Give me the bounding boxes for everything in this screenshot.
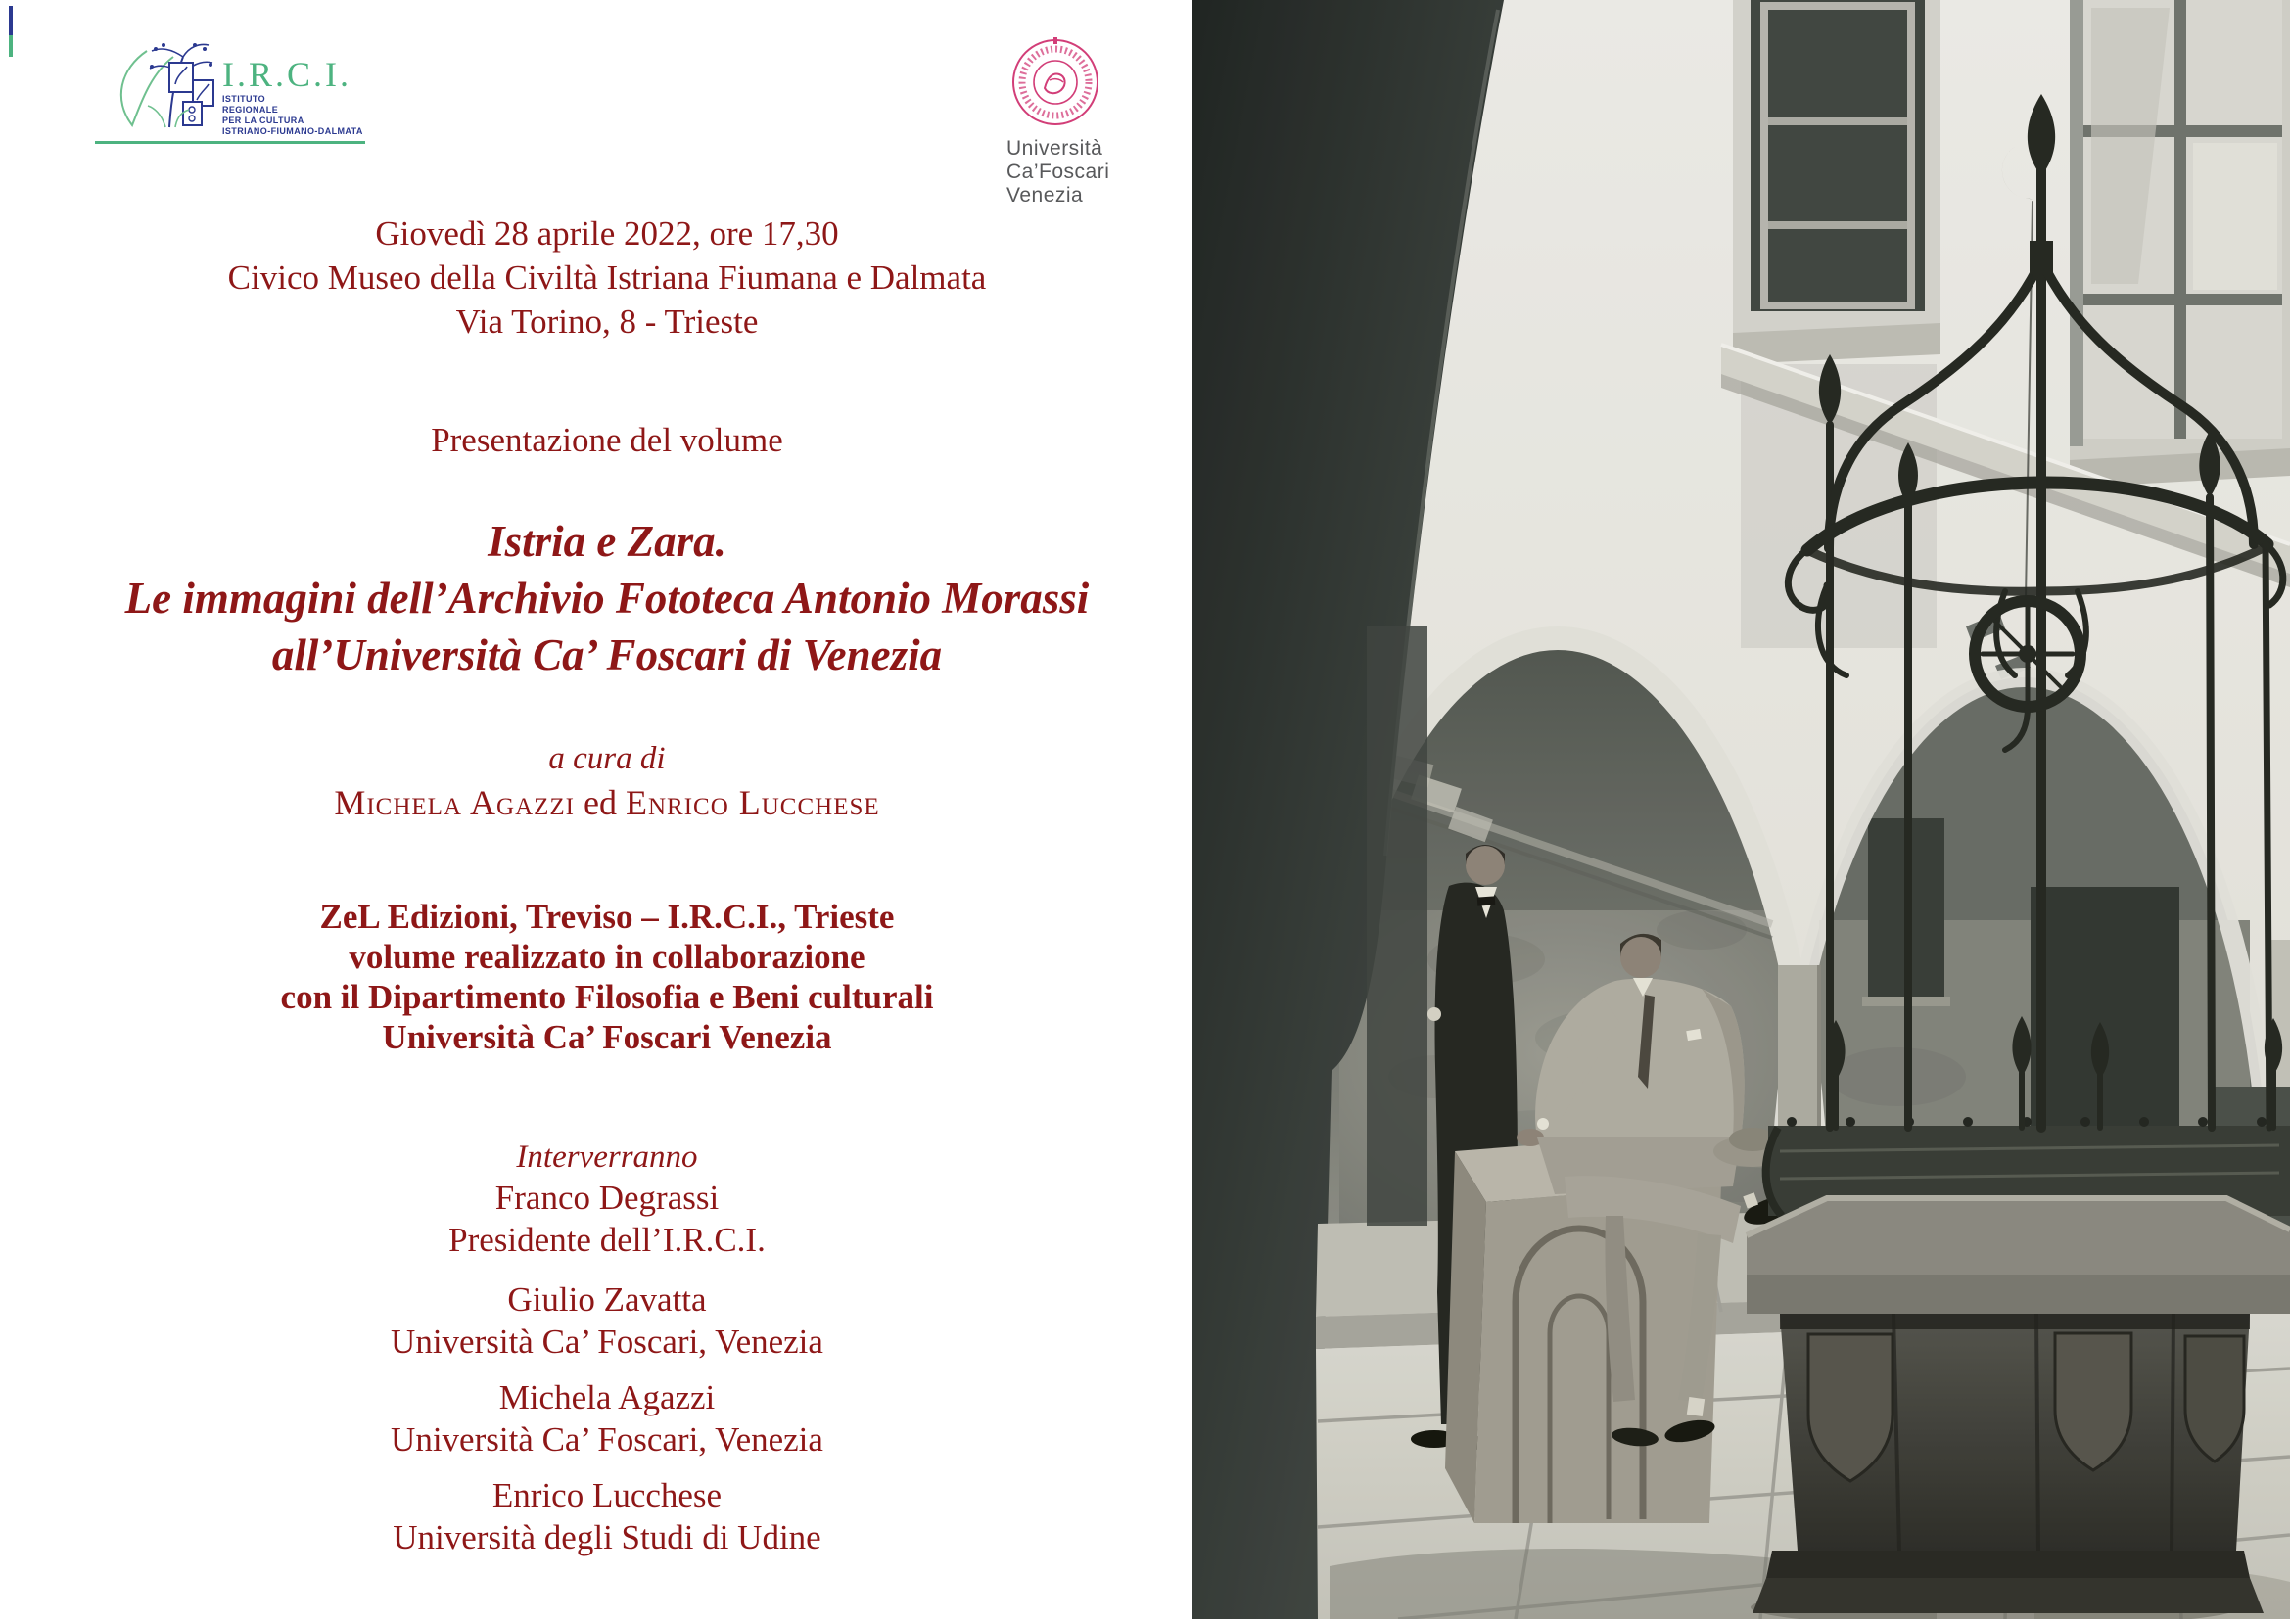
speaker-name: Giulio Zavatta bbox=[507, 1280, 707, 1319]
curator-conjunction: ed bbox=[584, 783, 617, 822]
book-title-line1: Istria e Zara. bbox=[488, 517, 726, 566]
publisher-info bbox=[0, 897, 1214, 1057]
corner-registration-mark bbox=[9, 6, 13, 57]
speaker-name: Enrico Lucchese bbox=[491, 1476, 723, 1514]
courtyard-photo bbox=[1192, 0, 2290, 1619]
publisher-line: Università Ca’ Foscari Venezia bbox=[382, 1018, 832, 1056]
book-title-line3: all’Università Ca’ Foscari di Venezia bbox=[271, 630, 943, 679]
curator-1: Michela Agazzi bbox=[334, 783, 575, 822]
cafoscari-wordmark-line: Ca’Foscari bbox=[1006, 161, 1110, 183]
cafoscari-wordmark-line: Venezia bbox=[1006, 184, 1084, 207]
speakers-heading: Interverranno bbox=[516, 1139, 698, 1175]
speaker-name: Michela Agazzi bbox=[498, 1378, 716, 1416]
event-datetime: Giovedì 28 aprile 2022, ore 17,30 bbox=[375, 214, 839, 253]
photo-tone-overlay bbox=[1192, 0, 2290, 1619]
irci-logo bbox=[93, 37, 367, 147]
cafoscari-wordmark-line: Università bbox=[1006, 137, 1103, 160]
publisher-line: ZeL Edizioni, Treviso – I.R.C.I., Trieste bbox=[319, 898, 895, 936]
publisher-line: volume realizzato in collaborazione bbox=[349, 938, 865, 976]
irci-text-line: REGIONALE bbox=[222, 105, 279, 115]
cafoscari-seal-icon bbox=[1013, 37, 1098, 124]
irci-text-line: ISTRIANO-FIUMANO-DALMATA bbox=[222, 126, 363, 136]
curator-2: Enrico Lucchese bbox=[625, 783, 880, 822]
speaker-affiliation: Presidente dell’I.R.C.I. bbox=[448, 1221, 766, 1259]
irci-underline bbox=[95, 141, 365, 144]
speaker-block bbox=[0, 1278, 1214, 1363]
speaker-block bbox=[0, 1474, 1214, 1558]
event-address: Via Torino, 8 - Trieste bbox=[455, 302, 759, 341]
book-title bbox=[0, 513, 1214, 683]
speaker-affiliation: Università Ca’ Foscari, Venezia bbox=[391, 1420, 823, 1459]
irci-tree-emblem-icon bbox=[121, 43, 213, 127]
irci-acronym: I.R.C.I. bbox=[222, 55, 351, 94]
cafoscari-logo bbox=[999, 35, 1155, 211]
speaker-block bbox=[0, 1376, 1214, 1461]
speaker-affiliation: Università degli Studi di Udine bbox=[393, 1518, 821, 1556]
publisher-line: con il Dipartimento Filosofia e Beni culturali bbox=[280, 978, 934, 1016]
book-title-line2: Le immagini dell’Archivio Fototeca Antonio Morassi bbox=[124, 574, 1090, 623]
presentation-intro: Presentazione del volume bbox=[431, 421, 783, 459]
curators-line bbox=[0, 782, 1214, 823]
irci-text-line: ISTITUTO bbox=[222, 94, 266, 104]
irci-text-line: PER LA CULTURA bbox=[222, 116, 304, 125]
speaker-affiliation: Università Ca’ Foscari, Venezia bbox=[391, 1322, 823, 1361]
speaker-name: Franco Degrassi bbox=[494, 1179, 720, 1217]
speaker-block bbox=[0, 1177, 1214, 1261]
curated-by-prefix: a cura di bbox=[548, 741, 666, 776]
event-info bbox=[0, 211, 1214, 344]
event-venue: Civico Museo della Civiltà Istriana Fiumana e Dalmata bbox=[227, 258, 987, 297]
